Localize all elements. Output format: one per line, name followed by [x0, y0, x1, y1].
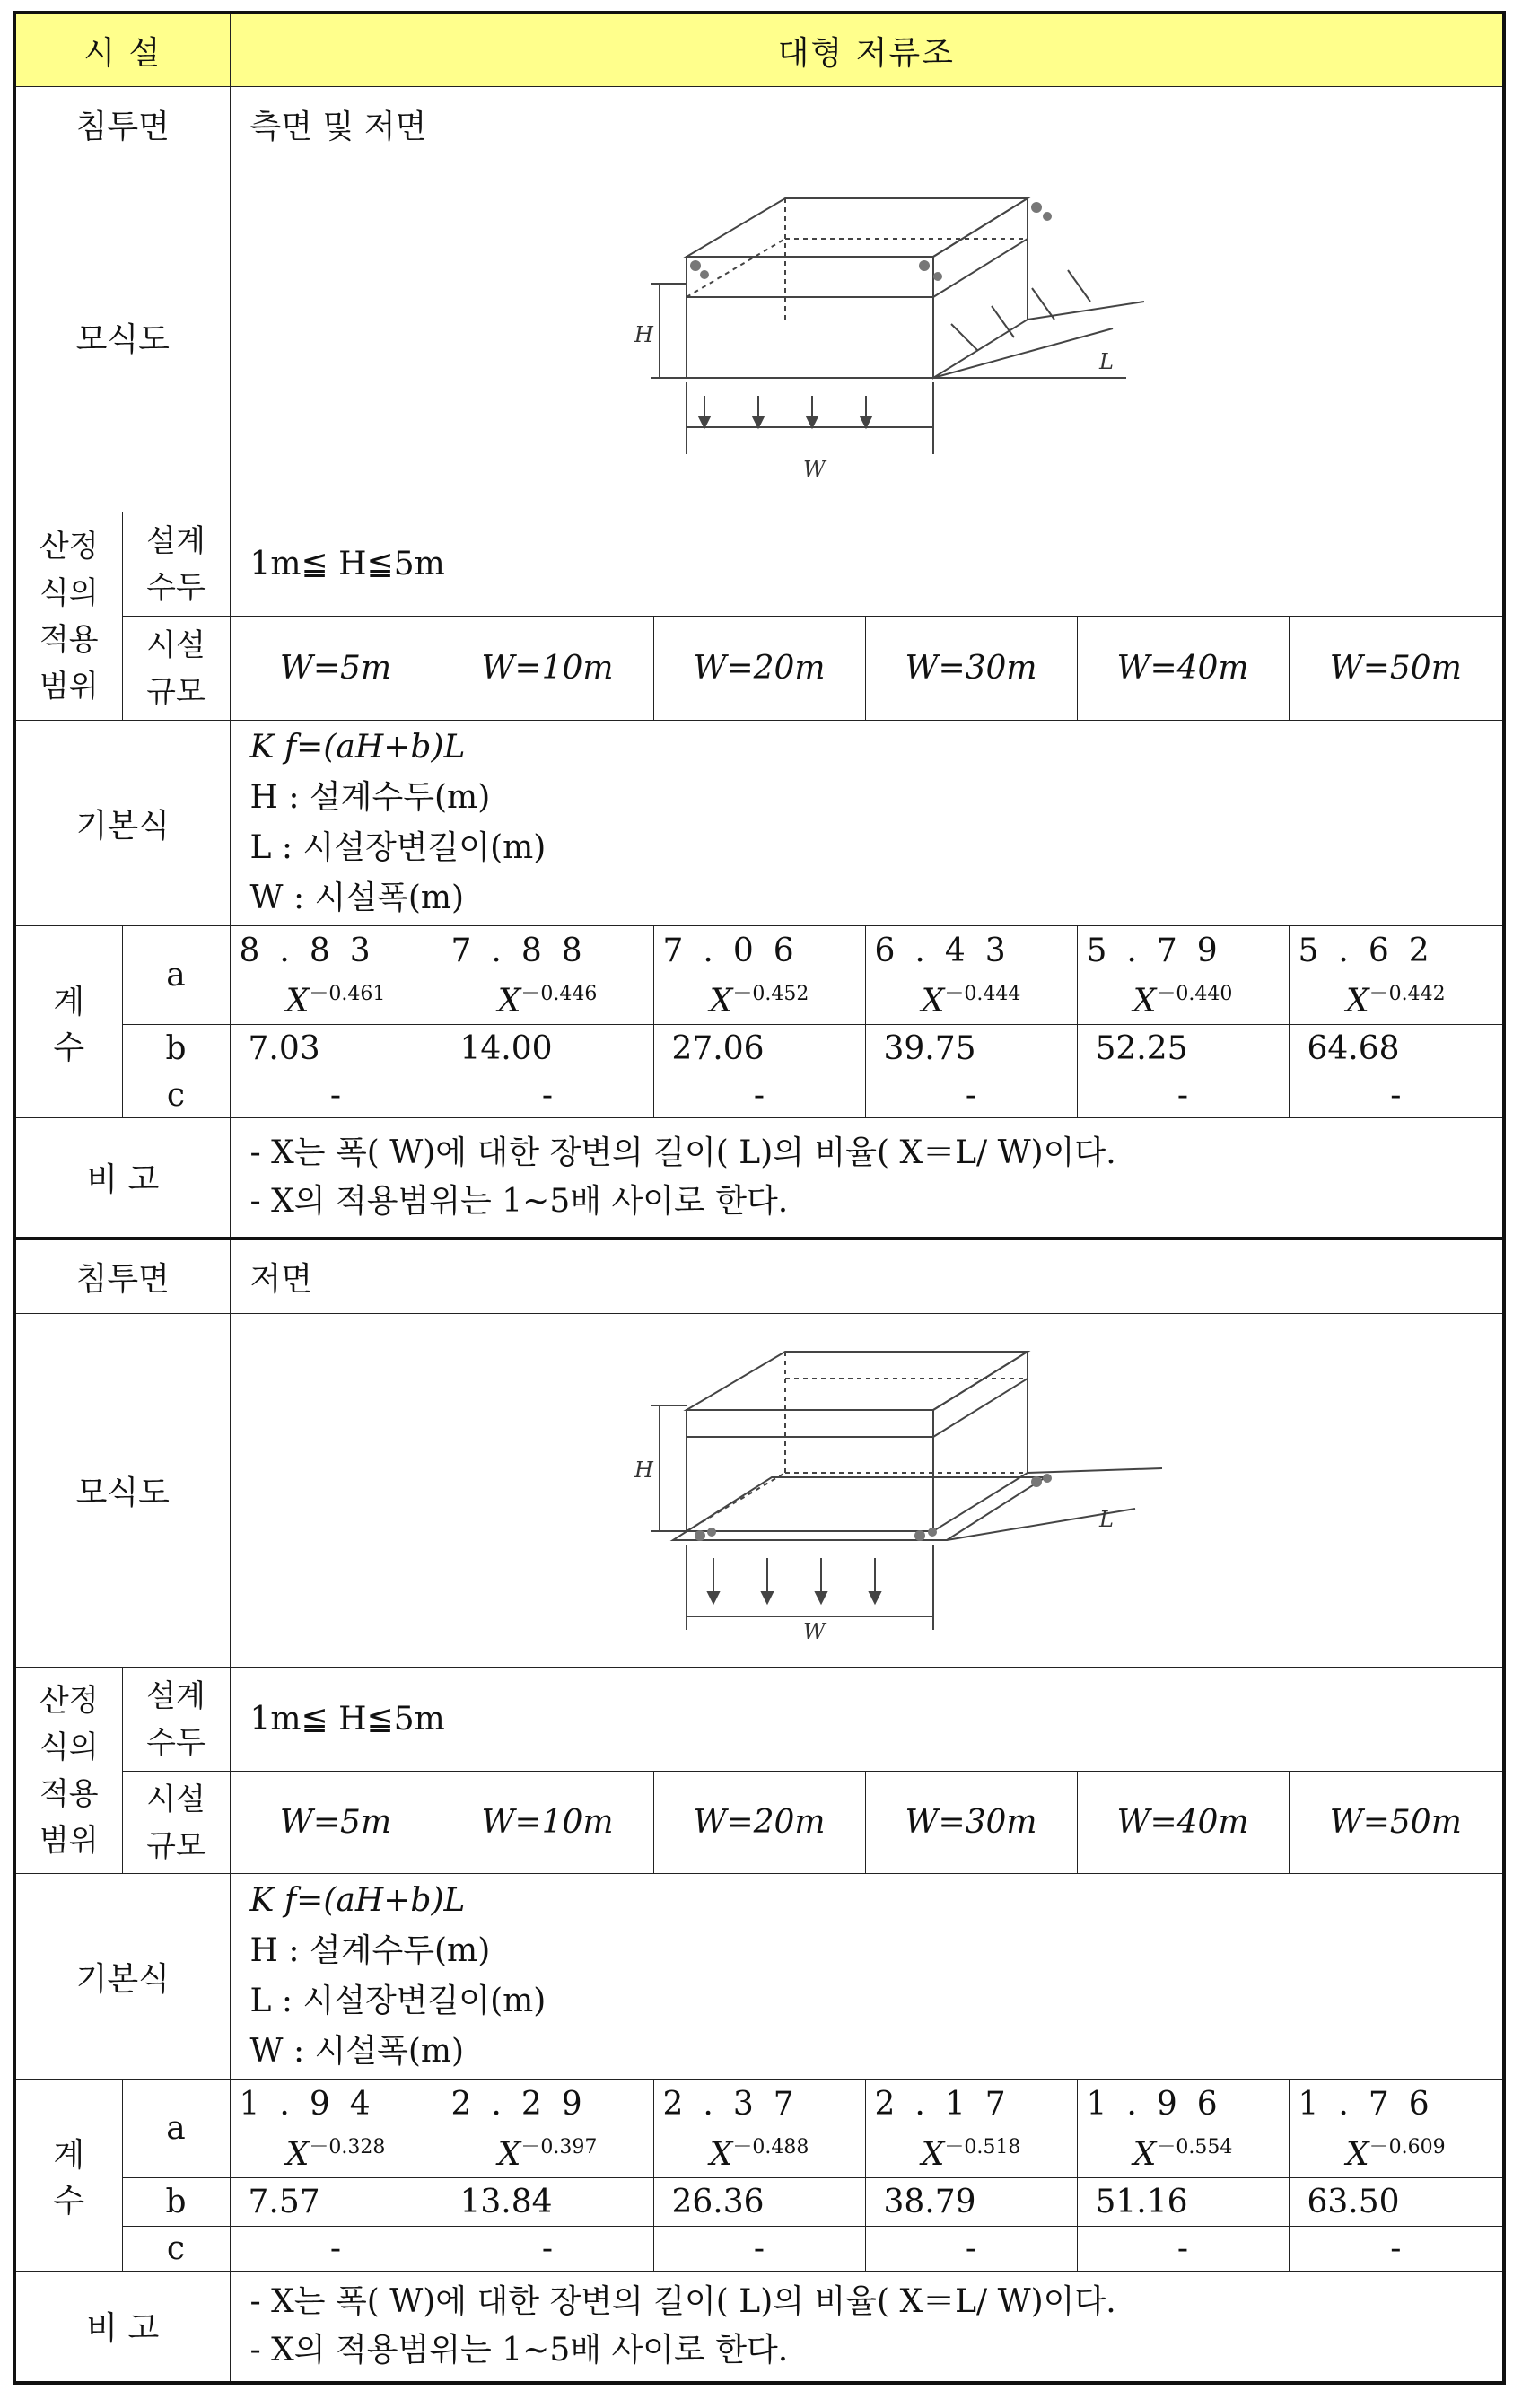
s1-c-value-6: -	[1289, 1073, 1504, 1118]
s1-schematic-diagram	[552, 167, 1180, 499]
s2-a-coef-2: 2.29	[450, 2085, 602, 2123]
s1-a-exp-2: －0.446	[520, 982, 598, 1005]
s2-def-h: H : 설계수두(m)	[249, 1932, 491, 1969]
s1-coef-a-row	[14, 926, 1504, 1025]
s1-size-label-2: 규모	[146, 673, 206, 710]
s1-range-label-2: 식의	[39, 574, 99, 611]
s1-a-coef-1: 8.83	[239, 932, 390, 969]
s1-formula: K f=(aH+b)L	[249, 729, 466, 766]
s1-def-h: H : 설계수두(m)	[249, 779, 491, 816]
s1-b-value-6: 64.68	[1289, 1025, 1504, 1073]
document-page	[13, 11, 1502, 2385]
s1-head-value: 1m≦ H≦5m	[230, 512, 1504, 617]
s1-range-label-4: 범위	[39, 668, 99, 705]
s1-b-value-5: 52.25	[1077, 1025, 1289, 1073]
s1-a-value-2: 7.88 $X^{-0.446}$	[442, 926, 653, 1025]
s1-a-value-5: 5.79 $X^{-0.440}$	[1077, 926, 1289, 1025]
s2-head-label	[122, 1668, 230, 1772]
s2-a-exp-1: －0.328	[309, 2135, 386, 2158]
s2-range-label-1: 산정	[39, 1682, 99, 1719]
s1-c-value-1: -	[230, 1073, 442, 1118]
s2-range-label-2: 식의	[39, 1729, 99, 1765]
s2-infiltration-label: 침투면	[14, 1239, 230, 1314]
s2-coef-b-row	[14, 2178, 1504, 2227]
s1-diagram-label: 모식도	[14, 162, 230, 512]
s1-note-line-2: - X의 적용범위는 1~5배 사이로 한다.	[249, 1182, 789, 1220]
s1-size-w30: W=30m	[865, 617, 1077, 721]
s2-b-value-6: 63.50	[1289, 2178, 1504, 2227]
s1-infiltration-value: 측면 및 저면	[230, 87, 1504, 162]
s1-a-value-4: 6.43 $X^{-0.444}$	[865, 926, 1077, 1025]
s2-size-w30: W=30m	[865, 1772, 1077, 1874]
s1-c-label: c	[122, 1073, 230, 1118]
s1-a-value-1: 8.83 $X^{-0.461}$	[230, 926, 442, 1025]
s2-size-w50: W=50m	[1289, 1772, 1504, 1874]
s2-head-row	[14, 1668, 1504, 1772]
s2-a-value-6: 1.76 $X^{-0.609}$	[1289, 2080, 1504, 2178]
s2-def-w: W : 시설폭(m)	[249, 2033, 465, 2070]
s2-a-value-3: 2.37 $X^{-0.488}$	[653, 2080, 865, 2178]
s2-coef-label-1: 계	[53, 2136, 85, 2174]
s1-size-label-1: 시설	[146, 626, 206, 663]
s2-head-value: 1m≦ H≦5m	[230, 1668, 1504, 1772]
s2-b-label: b	[122, 2178, 230, 2227]
s2-c-value-6: -	[1289, 2227, 1504, 2272]
s1-formula-cell	[230, 721, 1504, 926]
s1-a-value-6: 5.62 $X^{-0.442}$	[1289, 926, 1504, 1025]
s1-b-value-2: 14.00	[442, 1025, 653, 1073]
s2-diagram-cell	[230, 1314, 1504, 1668]
s1-coef-label-1: 계	[53, 983, 85, 1020]
s2-b-value-4: 38.79	[865, 2178, 1077, 2227]
s1-range-label-3: 적용	[39, 621, 99, 658]
s2-a-value-1: 1.94 $X^{-0.328}$	[230, 2080, 442, 2178]
s2-range-label	[14, 1668, 122, 1874]
s2-a-coef-1: 1.94	[239, 2085, 390, 2123]
s2-range-label-4: 범위	[39, 1822, 99, 1859]
s1-size-w50: W=50m	[1289, 617, 1504, 721]
s1-size-w5: W=5m	[230, 617, 442, 721]
s1-a-coef-3: 7.06	[662, 932, 814, 969]
s2-diagram-label-h: H	[634, 1458, 654, 1483]
s1-head-label-1: 설계	[146, 522, 206, 559]
s2-schematic-diagram	[552, 1320, 1180, 1652]
s2-size-label	[122, 1772, 230, 1874]
s2-range-label-3: 적용	[39, 1775, 99, 1812]
s2-note-cell	[230, 2272, 1504, 2383]
s1-coef-c-row	[14, 1073, 1504, 1118]
s2-b-value-1: 7.57	[230, 2178, 442, 2227]
s1-coef-label-2: 수	[53, 1029, 85, 1066]
s1-a-label: a	[122, 926, 230, 1025]
s1-note-cell	[230, 1118, 1504, 1239]
header-facility: 시 설	[14, 13, 230, 87]
s1-a-exp-6: －0.442	[1369, 982, 1446, 1005]
s2-a-coef-5: 1.96	[1086, 2085, 1238, 2123]
s1-size-w40: W=40m	[1077, 617, 1289, 721]
s1-range-label	[14, 512, 122, 721]
s2-a-coef-3: 2.37	[662, 2085, 814, 2123]
s1-c-value-5: -	[1077, 1073, 1289, 1118]
s1-b-label: b	[122, 1025, 230, 1073]
s1-basic-label: 기본식	[14, 721, 230, 926]
s2-a-value-5: 1.96 $X^{-0.554}$	[1077, 2080, 1289, 2178]
s2-a-label: a	[122, 2080, 230, 2178]
s1-diagram-label-w: W	[803, 457, 826, 482]
s1-c-value-4: -	[865, 1073, 1077, 1118]
s1-a-exp-5: －0.440	[1156, 982, 1233, 1005]
header-facility-type: 대형 저류조	[230, 13, 1504, 87]
s2-coef-label-2: 수	[53, 2182, 85, 2220]
s2-b-value-3: 26.36	[653, 2178, 865, 2227]
s2-formula-cell	[230, 1874, 1504, 2080]
s2-coef-label	[14, 2080, 122, 2272]
s2-c-value-5: -	[1077, 2227, 1289, 2272]
s1-a-exp-4: －0.444	[944, 982, 1021, 1005]
s1-head-label-2: 수두	[146, 569, 206, 606]
s1-coef-b-row	[14, 1025, 1504, 1073]
s2-size-row	[14, 1772, 1504, 1874]
s1-c-value-2: -	[442, 1073, 653, 1118]
facility-table	[13, 11, 1506, 2385]
s1-infiltration-row	[14, 87, 1504, 162]
s2-c-label: c	[122, 2227, 230, 2272]
s2-b-value-2: 13.84	[442, 2178, 653, 2227]
s1-c-value-3: -	[653, 1073, 865, 1118]
s2-infiltration-row	[14, 1239, 1504, 1314]
s1-head-label	[122, 512, 230, 617]
s2-c-value-3: -	[653, 2227, 865, 2272]
s2-diagram-label-w: W	[803, 1619, 826, 1644]
s1-a-value-3: 7.06 $X^{-0.452}$	[653, 926, 865, 1025]
s1-size-w10: W=10m	[442, 617, 653, 721]
s2-a-exp-2: －0.397	[520, 2135, 598, 2158]
s1-b-value-1: 7.03	[230, 1025, 442, 1073]
s2-basic-label: 기본식	[14, 1874, 230, 2080]
s2-a-exp-6: －0.609	[1369, 2135, 1446, 2158]
s1-infiltration-label: 침투면	[14, 87, 230, 162]
s2-c-value-4: -	[865, 2227, 1077, 2272]
header-row	[14, 13, 1504, 87]
s2-c-value-1: -	[230, 2227, 442, 2272]
s2-formula: K f=(aH+b)L	[249, 1882, 466, 1919]
s1-a-coef-4: 6.43	[874, 932, 1026, 969]
s2-note-line-1: - X는 폭( W)에 대한 장변의 길이( L)의 비율( X＝L/ W)이다.	[249, 2282, 1116, 2320]
s2-a-exp-5: －0.554	[1156, 2135, 1233, 2158]
s2-infiltration-value: 저면	[230, 1239, 1504, 1314]
s1-def-l: L : 시설장변길이(m)	[249, 829, 547, 866]
s2-diagram-label-l: L	[1099, 1507, 1115, 1532]
s2-size-w5: W=5m	[230, 1772, 442, 1874]
s1-note-label: 비 고	[14, 1118, 230, 1239]
s2-size-w20: W=20m	[653, 1772, 865, 1874]
s2-head-label-2: 수두	[146, 1724, 206, 1761]
s1-range-label-1: 산정	[39, 528, 99, 565]
s1-note-row	[14, 1118, 1504, 1239]
s1-b-value-4: 39.75	[865, 1025, 1077, 1073]
s1-b-value-3: 27.06	[653, 1025, 865, 1073]
s2-size-label-1: 시설	[146, 1781, 206, 1817]
s1-diagram-label-l: L	[1099, 349, 1115, 374]
s2-note-line-2: - X의 적용범위는 1~5배 사이로 한다.	[249, 2331, 789, 2369]
s2-coef-a-row	[14, 2080, 1504, 2178]
s1-note-line-1: - X는 폭( W)에 대한 장변의 길이( L)의 비율( X＝L/ W)이다.	[249, 1134, 1116, 1171]
s1-coef-label	[14, 926, 122, 1118]
s2-a-coef-4: 2.17	[874, 2085, 1026, 2123]
s2-note-row	[14, 2272, 1504, 2383]
s2-c-value-2: -	[442, 2227, 653, 2272]
s2-size-w40: W=40m	[1077, 1772, 1289, 1874]
s2-def-l: L : 시설장변길이(m)	[249, 1983, 547, 2019]
s2-note-label: 비 고	[14, 2272, 230, 2383]
s1-a-coef-2: 7.88	[450, 932, 602, 969]
s2-size-label-2: 규모	[146, 1827, 206, 1864]
s2-diagram-row	[14, 1314, 1504, 1668]
s1-formula-row	[14, 721, 1504, 926]
s1-size-w20: W=20m	[653, 617, 865, 721]
s1-def-w: W : 시설폭(m)	[249, 880, 465, 916]
s1-head-row	[14, 512, 1504, 617]
s1-diagram-cell	[230, 162, 1504, 512]
s1-a-exp-3: －0.452	[732, 982, 809, 1005]
s2-b-value-5: 51.16	[1077, 2178, 1289, 2227]
s2-a-exp-3: －0.488	[732, 2135, 809, 2158]
s2-a-coef-6: 1.76	[1298, 2085, 1449, 2123]
s2-a-exp-4: －0.518	[944, 2135, 1021, 2158]
s1-a-coef-6: 5.62	[1298, 932, 1449, 969]
s2-coef-c-row	[14, 2227, 1504, 2272]
s1-a-coef-5: 5.79	[1086, 932, 1238, 969]
s1-diagram-row	[14, 162, 1504, 512]
s1-size-row	[14, 617, 1504, 721]
s1-size-label	[122, 617, 230, 721]
s2-formula-row	[14, 1874, 1504, 2080]
s1-diagram-label-h: H	[634, 322, 654, 347]
s1-a-exp-1: －0.461	[309, 982, 386, 1005]
s2-a-value-4: 2.17 $X^{-0.518}$	[865, 2080, 1077, 2178]
s2-head-label-1: 설계	[146, 1677, 206, 1714]
s2-size-w10: W=10m	[442, 1772, 653, 1874]
s2-a-value-2: 2.29 $X^{-0.397}$	[442, 2080, 653, 2178]
s2-diagram-label: 모식도	[14, 1314, 230, 1668]
